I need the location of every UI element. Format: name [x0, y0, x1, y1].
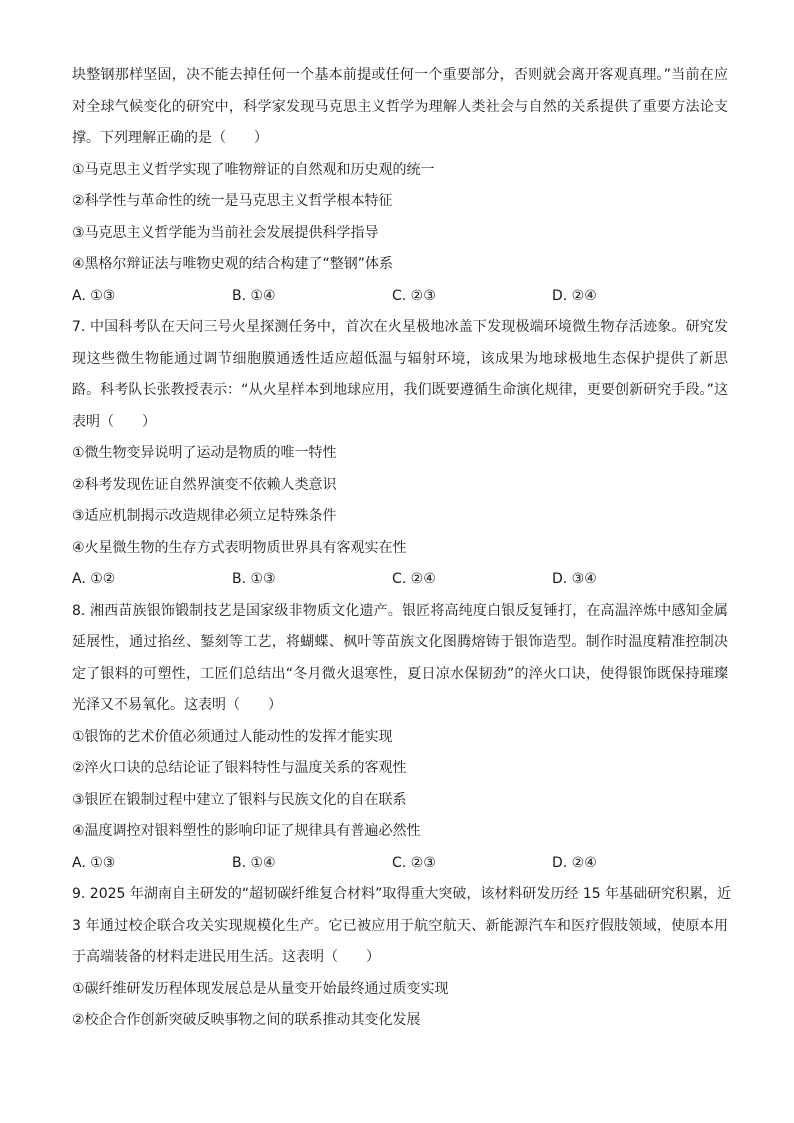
- question-7-option-a[interactable]: A. ①②: [72, 571, 116, 587]
- question-6: [72, 60, 728, 312]
- exam-page: [72, 60, 732, 1037]
- question-9-stem-rest: 3 年通过校企联合攻关实现规模化生产。它已被应用于航空航天、新能源汽车和医疗假肢领域，使原本用于高端装备的材料走进民用生活。这表明（ ）: [72, 917, 728, 965]
- question-7-option-c[interactable]: C. ②④: [392, 571, 436, 587]
- question-9-stem-line-1: 9. 2025 年湖南自主研发的“超韧碳纤维复合材料”取得重大突破，该材料研发历经 15 年基础研究积累，近: [72, 886, 732, 902]
- question-6-option-c[interactable]: C. ②③: [392, 287, 436, 304]
- question-7-statement-4: ④火星微生物的生存方式表明物质世界具有客观实在性: [72, 539, 407, 556]
- question-8-option-a[interactable]: A. ①③: [72, 854, 116, 871]
- question-6-statement-3: ③马克思主义哲学能为当前社会发展提供科学指导: [72, 224, 379, 241]
- question-8-options: [72, 848, 728, 880]
- question-8-statement-1: ①银饰的艺术价值必须通过人能动性的发挥才能实现: [72, 728, 393, 745]
- question-6-statement-4: ④黑格尔辩证法与唯物史观的结合构建了“整钢”体系: [72, 256, 394, 272]
- question-8: [72, 596, 728, 880]
- question-6-option-a[interactable]: A. ①③: [72, 287, 116, 304]
- question-7-option-b[interactable]: B. ①③: [232, 571, 276, 587]
- question-8-stem: 8. 湘西苗族银饰锻制技艺是国家级非物质文化遗产。银匠将高纯度白银反复锤打，在高温淬炼中感知金属延展性，通过掐丝、錾刻等工艺，将蝴蝶、枫叶等苗族文化图腾熔铸于银饰造型。制作时温度精准控制决定了银料的可塑性，工匠们总结出“冬月微火退寒性，夏日凉水保韧劲”的淬火口诀，使得银饰既保持璀璨光泽又不易氧化。这表明（ ）: [72, 602, 728, 713]
- question-7-options: [72, 564, 728, 596]
- question-7: [72, 312, 728, 596]
- question-9-statement-2: ②校企合作创新突破反映事物之间的联系推动其变化发展: [72, 1012, 421, 1028]
- question-7-statement-2: ②科考发现佐证自然界演变不依赖人类意识: [72, 476, 337, 493]
- question-8-statement-4: ④温度调控对银料塑性的影响印证了规律具有普遍必然性: [72, 823, 421, 839]
- question-7-option-d[interactable]: D. ③④: [552, 571, 597, 587]
- question-6-stem: 块整钢那样坚固，决不能去掉任何一个基本前提或任何一个重要部分，否则就会离开客观真理。”当前在应对全球气候变化的研究中，科学家发现马克思主义哲学为理解人类社会与自然的关系提供了重要方法论支撑。下列理解正确的是（ ）: [72, 67, 728, 146]
- question-8-option-c[interactable]: C. ②③: [392, 854, 436, 871]
- question-9: [72, 879, 732, 1037]
- question-8-statement-2: ②淬火口诀的总结论证了银料特性与温度关系的客观性: [72, 760, 407, 776]
- question-7-stem: 7. 中国科考队在天问三号火星探测任务中，首次在火星极地冰盖下发现极端环境微生物存活迹象。研究发现这些微生物能通过调节细胞膜通透性适应超低温与辐射环境，该成果为地球极地生态保护提供了新思路。科考队长张教授表示：“从火星样本到地球应用，我们既要遵循生命演化规律，更要创新研究手段。”这表明（ ）: [72, 319, 728, 430]
- question-6-statement-2: ②科学性与革命性的统一是马克思主义哲学根本特征: [72, 193, 393, 209]
- question-6-options: [72, 281, 728, 313]
- question-9-statement-1: ①碳纤维研发历程体现发展总是从量变开始最终通过质变实现: [72, 980, 449, 997]
- question-6-option-b[interactable]: B. ①④: [232, 287, 276, 304]
- question-8-option-b[interactable]: B. ①④: [232, 854, 276, 871]
- question-7-statement-3: ③适应机制揭示改造规律必须立足特殊条件: [72, 508, 337, 524]
- question-6-option-d[interactable]: D. ②④: [552, 287, 597, 304]
- question-6-statement-1: ①马克思主义哲学实现了唯物辩证的自然观和历史观的统一: [72, 161, 435, 178]
- question-8-statement-3: ③银匠在锻制过程中建立了银料与民族文化的自在联系: [72, 791, 407, 808]
- question-8-option-d[interactable]: D. ②④: [552, 854, 597, 871]
- question-7-statement-1: ①微生物变异说明了运动是物质的唯一特性: [72, 445, 337, 461]
